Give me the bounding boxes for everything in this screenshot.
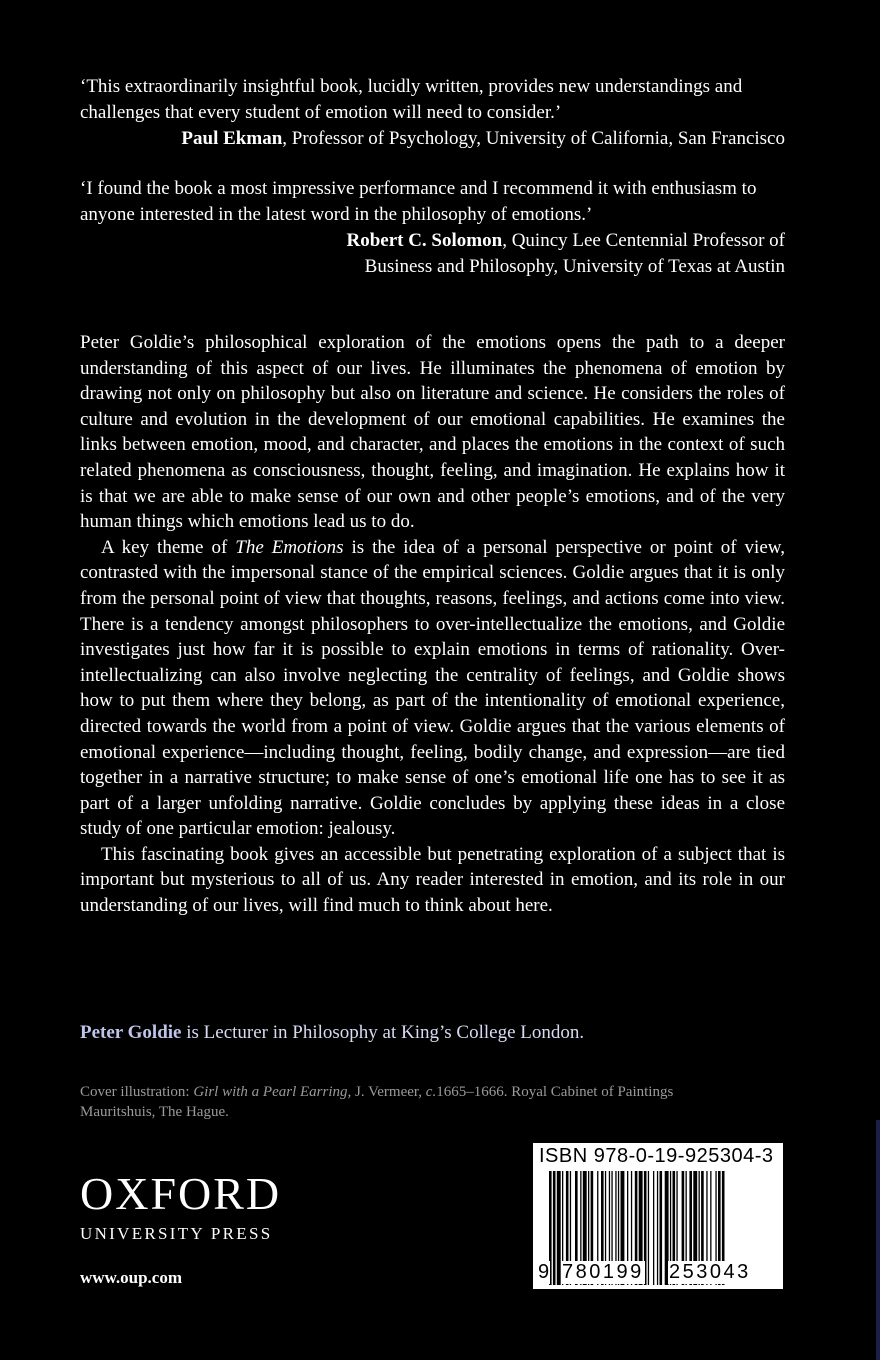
description-paragraph-1: Peter Goldie’s philosophical exploration of the emotions opens the path to a deeper understanding of this aspect of our lives. He illuminates the phenomena of emotion by drawing not only on philosophy but also on literature and science. He considers the roles of culture and evolution in the development of our emotional capabilities. He examines the links between emotion, mood, and character, and places the emotions in the context of such related phenomena as consciousness, thought, feeling, and imagination. He explains how it is that we are able to make sense of our own and other people’s emotions, and of the very human things which emotions lead us to do. [80,332,785,533]
credit-artist: J. Vermeer, [351,1084,426,1100]
publisher-name: OXFORD [80,1168,282,1219]
cover-credit [80,1082,720,1122]
publisher-logo [80,1168,310,1244]
quote-attribution [80,228,785,280]
barcode-digit-group-1: 780199 [562,1261,644,1283]
credit-rest: 1665–1666. Royal Cabinet of Paintings Mauritshuis, The Hague. [80,1084,674,1120]
author-name: Peter Goldie [80,1022,182,1043]
barcode-digits [535,1259,781,1287]
quote-attribution [80,126,785,152]
barcode-digit-group-2: 253043 [669,1261,751,1283]
author-bio-text: is Lecturer in Philosophy at King’s College London. [181,1022,585,1043]
publisher-subtitle: UNIVERSITY PRESS [80,1224,273,1243]
quote-text: ‘This extraordinarily insightful book, lucidly written, provides new understandings and challenges that every student of emotion will need to consider.’ [80,76,743,123]
reviewer-role-cont: Business and Philosophy, University of Texas at Austin [364,256,785,277]
description-paragraph-3: This fascinating book gives an accessible but penetrating exploration of a subject that is important but mysterious to all of us. Any reader interested in emotion, and its role in our understanding of our lives, will find much to think about here. [80,843,785,917]
reviewer-role: , Professor of Psychology, University of California, San Francisco [282,128,785,149]
spine-edge [876,1120,880,1360]
barcode-lead-digit: 9 [538,1261,550,1283]
isbn-barcode [533,1143,783,1289]
reviewer-name: Paul Ekman [181,128,283,149]
painting-title: Girl with a Pearl Earring, [193,1084,352,1100]
book-title: The Emotions [235,536,344,558]
book-description [80,330,785,919]
reviewer-name: Robert C. Solomon [346,230,503,251]
credit-prefix: Cover illustration: [80,1084,194,1100]
quote-text: ‘I found the book a most impressive performance and I recommend it with enthusiasm to anyone interested in the latest word in the philosophy of emotions.’ [80,178,757,225]
author-bio [80,1020,785,1046]
publisher-url[interactable]: www.oup.com [80,1268,183,1287]
text-run: is the idea of a personal perspective or point of view, contrasted with the impersonal stance of the empirical sciences. Goldie argues that it is only from the personal point of view that thoughts, reasons, feelings, and actions come into view. There is a tendency amongst philosophers to over-intellectualize the emotions, and Goldie investigates just how far it is possible to explain emotions in terms of rationality. Over-intellectualizing can also involve neglecting the centrality of feelings, and Goldie shows how to put them where they belong, as part of the intentionality of emotional experience, directed towards the world from a point of view. Goldie argues that the various elements of emotional experience—including thought, feeling, bodily change, and expression—are tied together in a narrative structure; to make sense of one’s emotional life one has to see it as part of a larger unfolding narrative. Goldie concludes by applying these ideas in a close study of one particular emotion: jealousy. [80,536,785,840]
review-quote-1 [80,74,785,152]
review-quote-2 [80,176,785,280]
description-paragraph-2 [80,535,785,842]
isbn-label: ISBN 978-0-19-925304-3 [539,1145,774,1167]
text-run: A key theme of [101,536,236,558]
reviewer-role: , Quincy Lee Centennial Professor of [502,230,785,251]
credit-circa: c. [425,1084,437,1100]
